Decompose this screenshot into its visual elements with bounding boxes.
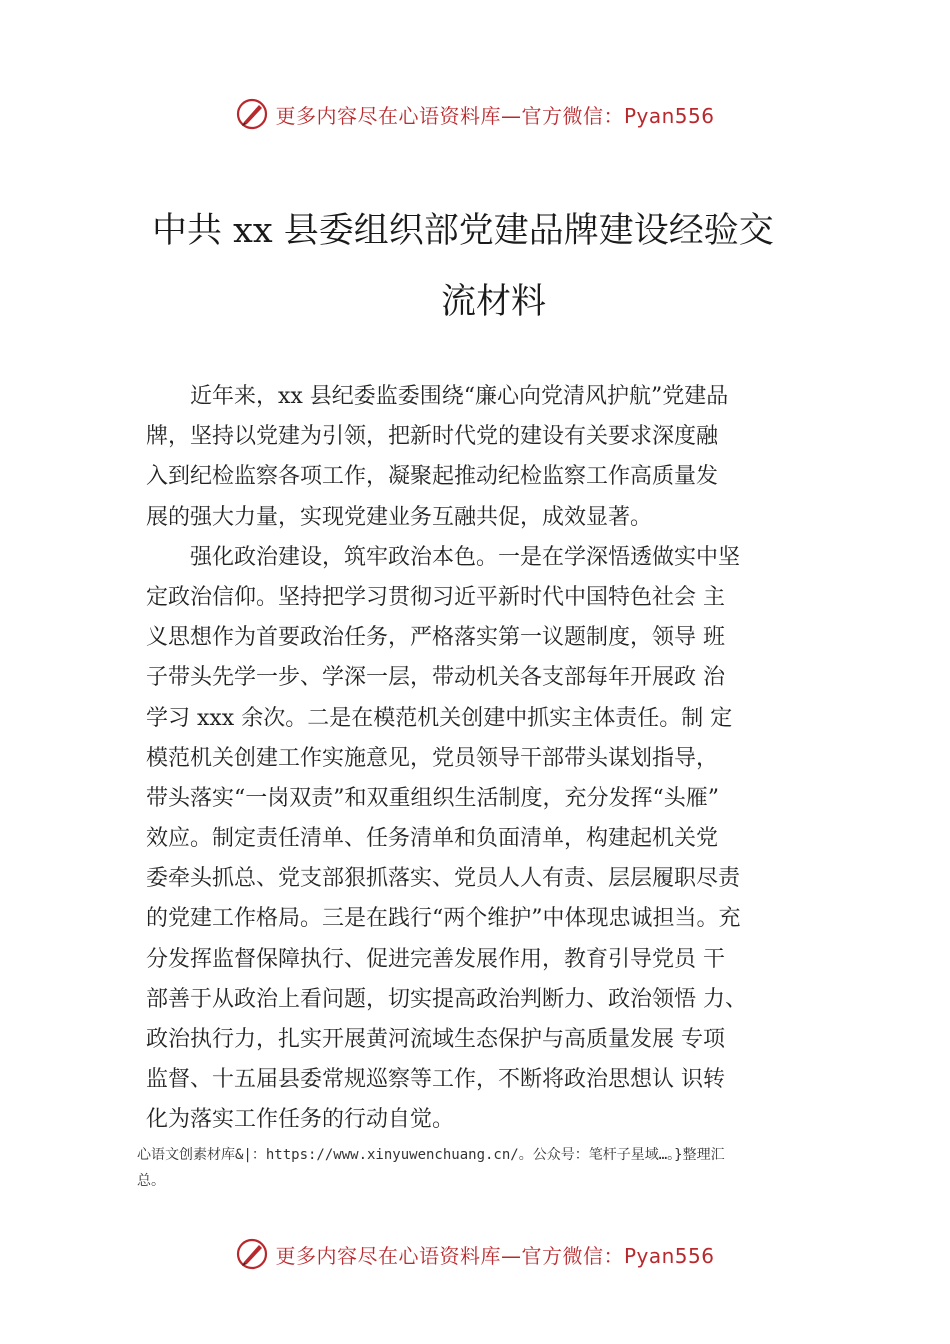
body-line: 部善于从政治上看问题，切实提高政治判断力、政治领悟 力、: [146, 986, 747, 1012]
body-line: 化为落实工作任务的行动自觉。: [146, 1107, 455, 1133]
body-line: 分发挥监督保障执行、促进完善发展作用，教育引导党员 干: [146, 946, 725, 972]
body-line: 效应。制定责任清单、任务清单和负面清单，构建起机关党: [146, 826, 719, 852]
body-line: 政治执行力，扎实开展黄河流域生态保护与高质量发展 专项: [146, 1027, 725, 1052]
body-line: 委牵头抓总、党支部狠抓落实、党员人人有责、层层履职尽责: [146, 866, 741, 892]
banner-text: 更多内容尽在心语资料库—官方微信：Pyan556: [275, 103, 715, 128]
header-banner: [0, 94, 950, 134]
document-title-line-2: 流材料: [441, 282, 547, 322]
body-line: 监督、十五届县委常规巡察等工作，不断将政治思想认 识转: [146, 1067, 725, 1093]
body-line: 入到纪检监察各项工作，凝聚起推动纪检监察工作高质量发: [146, 464, 719, 490]
body-line: 模范机关创建工作实施意见，党员领导干部带头谋划指导，: [146, 745, 719, 771]
body-line: 学习 xxx 余次。二是在模范机关创建中抓实主体责任。制 定: [146, 705, 733, 731]
body-line: 强化政治建设，筑牢政治本色。一是在学深悟透做实中坚: [146, 544, 741, 570]
pen-circle-logo-icon: [235, 97, 269, 131]
body-line: 近年来，xx 县纪委监委围绕“廉心向党清风护航”党建品: [146, 384, 729, 409]
source-footnote: [137, 1142, 827, 1194]
footnote-line-2: 总。: [137, 1173, 165, 1189]
body-line: 的党建工作格局。三是在践行“两个维护”中体现忠诚担当。充: [146, 906, 741, 932]
body-line: 义思想作为首要政治任务，严格落实第一议题制度，领导 班: [146, 625, 725, 651]
banner-text: 更多内容尽在心语资料库—官方微信：Pyan556: [275, 1243, 715, 1268]
document-body: [146, 377, 836, 1141]
footer-banner: [0, 1234, 950, 1274]
footnote-line-1: 心语文创素材库&|：https://www.xinyuwenchuang.cn/。公众号：笔杆子星域…。}整理汇: [137, 1147, 725, 1163]
body-line: 定政治信仰。坚持把学习贯彻习近平新时代中国特色社会 主: [146, 584, 725, 610]
body-line: 子带头先学一步、学深一层，带动机关各支部每年开展政 治: [146, 665, 725, 691]
body-line: 展的强大力量，实现党建业务互融共促，成效显著。: [146, 504, 653, 530]
document-title-line-1: 中共 xx 县委组织部党建品牌建设经验交: [152, 211, 774, 251]
body-line: 牌，坚持以党建为引领，把新时代党的建设有关要求深度融: [146, 424, 719, 450]
pen-circle-logo-icon: [235, 1237, 269, 1271]
body-line: 带头落实“一岗双责”和双重组织生活制度，充分发挥“头雁”: [146, 785, 719, 811]
